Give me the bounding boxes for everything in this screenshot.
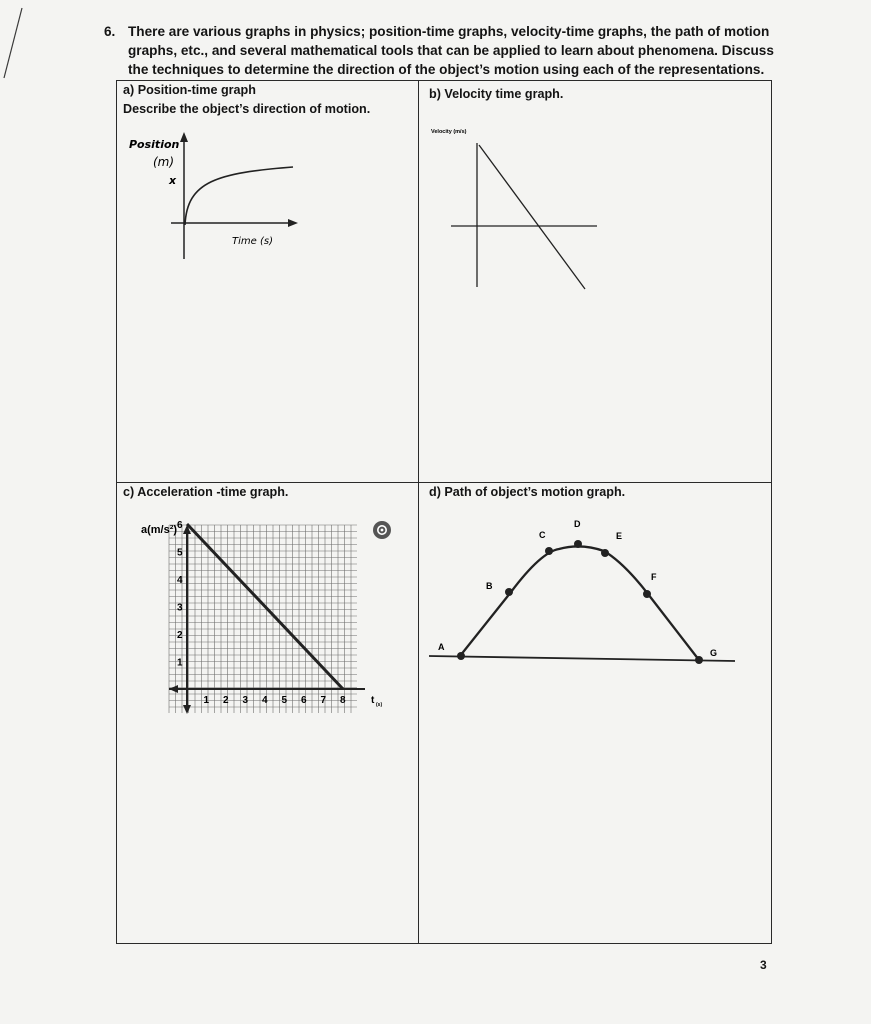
cell-a-title: a) Position-time graph xyxy=(123,83,256,97)
svg-text:D: D xyxy=(574,519,581,529)
cell-b-title: b) Velocity time graph. xyxy=(429,87,564,101)
svg-text:C: C xyxy=(539,530,546,540)
path-of-motion-graph xyxy=(419,507,769,677)
axes xyxy=(169,525,365,714)
at-x-arrow-left xyxy=(169,685,178,693)
ground-line xyxy=(429,656,735,661)
cell-velocity-time xyxy=(419,81,771,483)
point-d xyxy=(574,519,582,548)
grid xyxy=(169,525,357,713)
svg-text:B: B xyxy=(486,581,493,591)
pt-x-arrow xyxy=(288,219,298,227)
pt-ylabel-1: Position xyxy=(129,138,180,151)
at-data-line xyxy=(187,524,343,689)
cell-a-prompt: Describe the object’s direction of motion. xyxy=(123,102,371,116)
cell-path-of-motion xyxy=(419,483,771,943)
point-f xyxy=(643,572,657,598)
x-tick-label: 7 xyxy=(320,695,327,706)
y-tick-label: 5 xyxy=(177,547,183,559)
y-tick-label: 6 xyxy=(177,520,183,531)
x-tick-label: 4 xyxy=(262,695,268,706)
y-tick-label: 2 xyxy=(177,630,183,641)
pt-curve xyxy=(185,167,293,225)
x-tick-label: 5 xyxy=(281,695,288,706)
point-e xyxy=(601,531,622,557)
svg-text:E: E xyxy=(616,531,623,541)
x-tick-label: 2 xyxy=(223,695,229,706)
acceleration-time-graph xyxy=(117,513,417,723)
pt-y-arrow xyxy=(180,132,188,142)
x-tick-label: 6 xyxy=(301,695,307,706)
vt-line xyxy=(479,145,585,289)
cell-position-time xyxy=(117,81,419,483)
at-y-arrow-down xyxy=(183,705,191,714)
cell-d-title: d) Path of object’s motion graph. xyxy=(429,485,626,499)
at-xlabel-sub: (s) xyxy=(376,702,383,708)
question-number: 6. xyxy=(104,24,116,39)
at-xlabel: t xyxy=(371,695,375,706)
point-b xyxy=(486,581,513,596)
pt-xlabel: Time (s) xyxy=(232,236,273,247)
motion-path xyxy=(460,546,699,660)
point-c xyxy=(539,530,553,555)
position-time-graph xyxy=(117,131,417,271)
page-number: 3 xyxy=(760,958,767,972)
svg-text:F: F xyxy=(651,572,657,582)
pt-ylabel-symbol: x xyxy=(169,174,177,187)
camera-icon xyxy=(373,521,391,539)
at-ylabel: a(m/s²) xyxy=(141,524,178,536)
x-tick-label: 3 xyxy=(242,695,249,706)
y-tick-label: 4 xyxy=(177,575,183,586)
cell-acceleration-time xyxy=(117,483,419,943)
point-g xyxy=(695,648,717,664)
y-tick-label: 3 xyxy=(177,602,183,614)
pt-ylabel-2: (m) xyxy=(153,155,175,169)
velocity-time-graph xyxy=(419,121,769,301)
tick-labels xyxy=(177,520,346,706)
svg-text:A: A xyxy=(438,642,445,652)
answer-table xyxy=(116,80,772,944)
x-tick-label: 1 xyxy=(203,695,210,706)
point-a xyxy=(438,642,465,660)
x-tick-label: 8 xyxy=(340,695,346,706)
question-text: There are various graphs in physics; position-time graphs, velocity-time graphs, the path of motion graphs, etc., and several mathematical tools that can be applied to learn about phenomena. Discuss the techniques to determine the direction of the object’s motion using each of the representations. xyxy=(128,24,774,77)
svg-text:G: G xyxy=(710,648,718,658)
y-tick-label: 1 xyxy=(177,657,183,669)
vt-ylabel: Velocity (m/s) xyxy=(431,129,467,135)
cell-c-title: c) Acceleration -time graph. xyxy=(123,485,289,499)
